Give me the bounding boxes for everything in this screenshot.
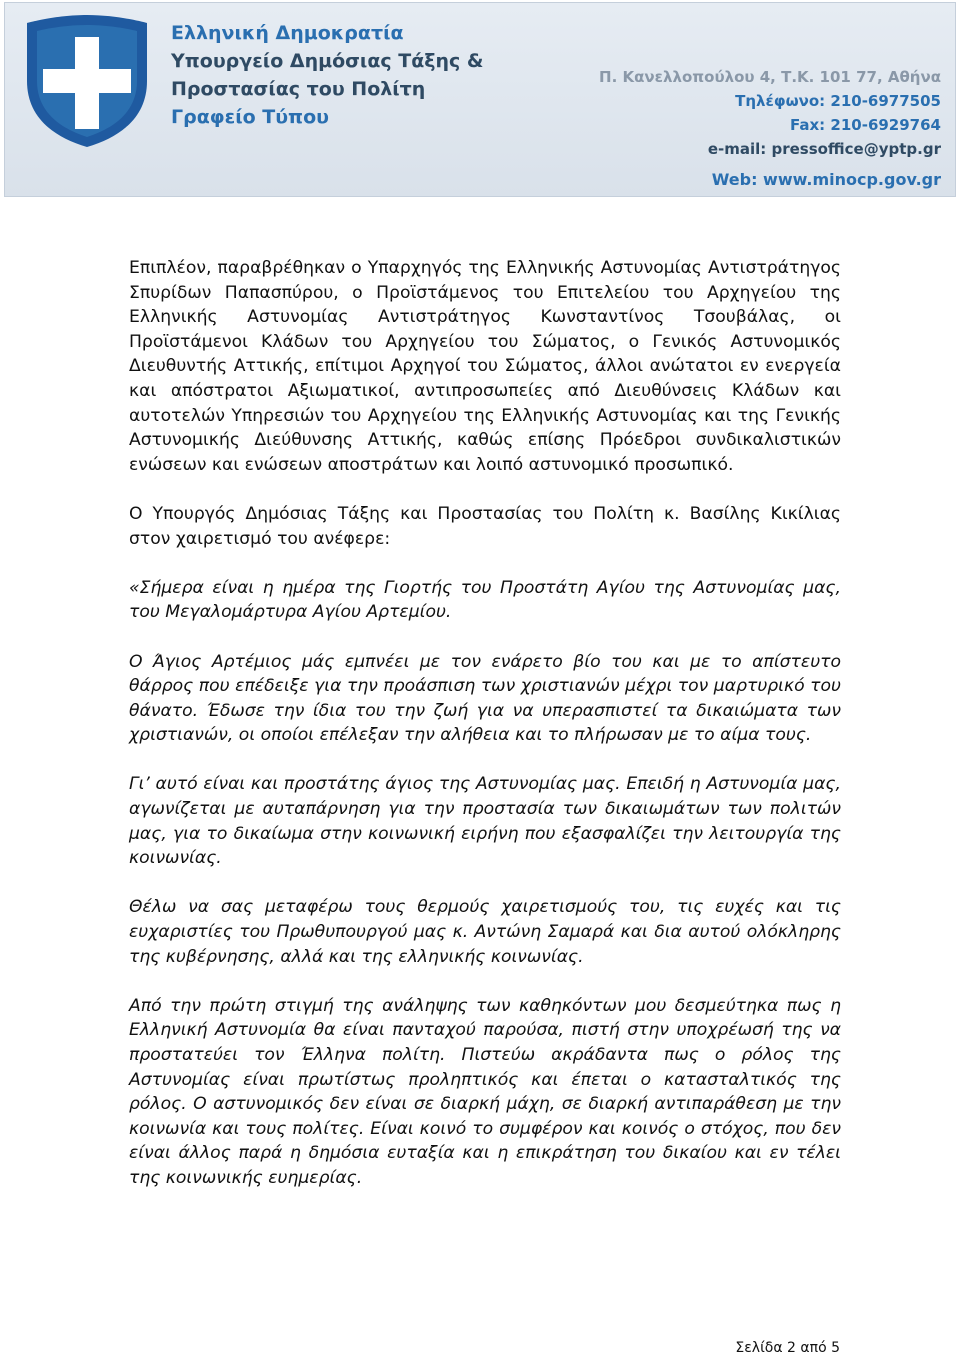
quote-paragraph: Ο Άγιος Αρτέμιος μάς εμπνέει με τον ενάρετο βίο του και με το απίστευτο θάρρος που επέδειξε για την προάσπιση των χριστιανών μέχρι τον μαρτυρικό του θάνατο. Έδωσε την ίδια του την ζωή για να υπερασπιστεί τα δικαιώματα των χριστιανών, οι οποίοι επέλεξαν την αλήθεια και το πλήρωσαν με το αίμα τους. [129,651,841,746]
quote-paragraph: Γι’ αυτό είναι και προστάτης άγιος της Αστυνομίας μας. Επειδή η Αστυνομία μας, αγωνίζεται με αυταπάρνηση για την προστασία των δικαιωμάτων των πολιτών μας, για το δικαίωμα στην κοινωνική ειρήνη που εξασφαλίζει την λειτουργία της κοινωνίας. [129,774,841,869]
contact-block [599,65,941,161]
address: Π. Κανελλοπούλου 4, Τ.Κ. 101 77, Αθήνα [599,68,941,86]
fax: Fax: 210-6929764 [790,116,941,134]
phone: Τηλέφωνο: 210-6977505 [735,92,941,110]
quote-paragraph: Θέλω να σας μεταφέρω τους θερμούς χαιρετισμούς του, τις ευχές και τις ευχαριστίες του Πρωθυπουργού μας κ. Αντώνη Σαμαρά και δια αυτού ολόκληρης της κυβέρνησης, αλλά και της ελληνικής κοινωνίας. [129,897,841,967]
document-body [129,256,841,1215]
ministry-name-line1: Υπουργείο Δημόσιας Τάξης & [171,50,484,72]
press-office-name: Γραφείο Τύπου [171,106,329,128]
website: Web: www.minocp.gov.gr [711,170,941,189]
paragraph: Ο Υπουργός Δημόσιας Τάξης και Προστασίας του Πολίτη κ. Βασίλης Κικίλιας στον χαιρετισμό του ανέφερε: [129,503,841,549]
ministry-name-line2: Προστασίας του Πολίτη [171,78,426,100]
letterhead [4,2,956,197]
page-number: Σελίδα 2 από 5 [735,1340,840,1356]
organization-block [171,19,483,131]
quote-paragraph: Από την πρώτη στιγμή της ανάληψης των καθηκόντων μου δεσμεύτηκα πως η Ελληνική Αστυνομία θα είναι πανταχού παρούσα, πιστή στην υποχρέωσή της να προστατεύει τον Έλληνα πολίτη. Πιστεύω ακράδαντα πως ο ρόλος της Αστυνομίας είναι πρωτίστως προληπτικός και έπεται ο κατασταλτικός της ρόλος. Ο αστυνομικός δεν είναι σε διαρκή μάχη, σε διαρκή αντιπαράθεση με την κοινωνία και τους πολίτες. Είναι κοινό το συμφέρον και κοινός ο στόχος, που δεν είναι άλλος παρά η δημόσια ευταξία και η επικράτηση του δικαίου και εν τέλει της κοινωνικής ευημερίας. [129,995,841,1188]
greek-emblem-icon [17,11,157,151]
paragraph: Επιπλέον, παραβρέθηκαν ο Υπαρχηγός της Ελληνικής Αστυνομίας Αντιστράτηγος Σπυρίδων Παπασπύρου, ο Προϊστάμενος του Επιτελείου του Αρχηγείου της Ελληνικής Αστυνομίας Αντιστράτηγος Κωνσταντίνος Τσουβάλας, οι Προϊστάμενοι Κλάδων του Αρχηγείου του Σώματος, ο Γενικός Αστυνομικός Διευθυντής Αττικής, επίτιμοι Αρχηγοί του Σώματος, άλλοι ανώτατοι εν ενεργεία και απόστρατοι Αξιωματικοί, αντιπροσωπείες από Διευθύνσεις Κλάδων και αυτοτελών Υπηρεσιών του Αρχηγείου της Ελληνικής Αστυνομίας και της Γενικής Αστυνομικής Διεύθυνσης Αττικής, καθώς επίσης Πρόεδροι συνδικαλιστικών ενώσεων και ενώσεων αποστράτων και λοιπό αστυνομικό προσωπικό. [129,258,841,475]
country-name: Ελληνική Δημοκρατία [171,22,404,44]
quote-paragraph: «Σήμερα είναι η ημέρα της Γιορτής του Προστάτη Αγίου της Αστυνομίας μας, του Μεγαλομάρτυρα Αγίου Αρτεμίου. [129,577,841,623]
email: e-mail: pressoffice@yptp.gr [707,140,941,158]
